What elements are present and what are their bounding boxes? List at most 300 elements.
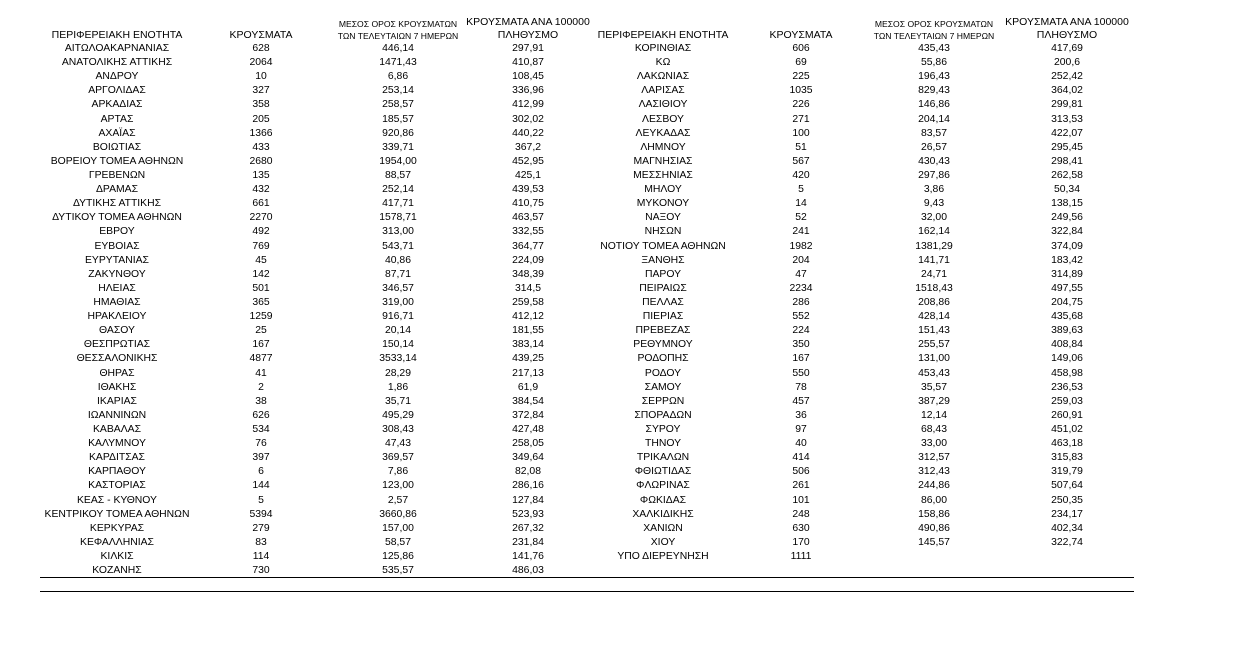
cases-cell: 224	[792, 325, 810, 337]
per100k-cell: 374,09	[1051, 240, 1083, 252]
cases-cell: 5	[798, 184, 804, 196]
per100k-cell: 231,84	[512, 536, 544, 548]
region-cell: ΚΑΡΔΙΤΣΑΣ	[89, 452, 145, 464]
avg7-cell: 346,57	[382, 282, 414, 294]
cases-cell: 769	[252, 240, 270, 252]
table-row	[40, 479, 592, 493]
table-row	[586, 352, 1132, 366]
left-table	[40, 14, 592, 578]
right-table	[586, 14, 1132, 564]
avg7-cell: 146,86	[918, 99, 950, 111]
per100k-cell: 295,45	[1051, 141, 1083, 153]
cases-cell: 204	[792, 254, 810, 266]
avg7-header-line2: ΤΩΝ ΤΕΛΕΥΤΑΙΩΝ 7 ΗΜΕΡΩΝ	[873, 31, 995, 41]
per100k-cell: 410,87	[512, 57, 544, 69]
region-cell: ΙΚΑΡΙΑΣ	[97, 395, 137, 407]
per100k-cell: 183,42	[1051, 254, 1083, 266]
per100k-header-line1: ΚΡΟΥΣΜΑΤΑ ΑΝΑ 100000	[1005, 16, 1129, 28]
cases-cell: 2680	[249, 155, 273, 167]
per100k-cell: 298,41	[1051, 155, 1083, 167]
avg7-cell: 47,43	[384, 438, 411, 450]
cases-cell: 225	[792, 71, 810, 83]
region-cell: ΞΑΝΘΗΣ	[641, 254, 685, 266]
per100k-cell: 315,83	[1051, 452, 1083, 464]
region-cell: ΠΕΙΡΑΙΩΣ	[639, 282, 687, 294]
per100k-cell: 439,53	[512, 184, 544, 196]
avg7-cell: 145,57	[918, 536, 950, 548]
avg7-cell: 125,86	[382, 550, 414, 562]
per100k-cell: 313,53	[1051, 113, 1083, 125]
table-row	[40, 42, 592, 56]
table-row	[40, 494, 592, 508]
table-row	[40, 367, 592, 381]
region-cell: ΕΥΒΟΙΑΣ	[94, 240, 140, 252]
avg7-cell: 297,86	[918, 169, 950, 181]
per100k-cell: 422,07	[1051, 127, 1083, 139]
cases-cell: 365	[252, 296, 270, 308]
cases-cell: 661	[252, 198, 270, 210]
table-row	[586, 268, 1132, 282]
table-row	[586, 395, 1132, 409]
avg7-cell: 55,86	[920, 57, 947, 69]
avg7-cell: 495,29	[382, 409, 414, 421]
avg7-cell: 258,57	[382, 99, 414, 111]
avg7-cell: 150,14	[382, 339, 414, 351]
per100k-cell: 322,84	[1051, 226, 1083, 238]
avg7-cell: 313,00	[382, 226, 414, 238]
region-cell: ΚΕΦΑΛΛΗΝΙΑΣ	[80, 536, 154, 548]
per100k-cell: 389,63	[1051, 325, 1083, 337]
table-row	[40, 296, 592, 310]
cases-cell: 506	[792, 466, 810, 478]
cases-cell: 100	[792, 127, 810, 139]
avg7-cell: 253,14	[382, 85, 414, 97]
table-row	[586, 338, 1132, 352]
avg7-cell: 33,00	[920, 438, 947, 450]
region-cell: ΡΕΘΥΜΝΟΥ	[633, 339, 693, 351]
cases-cell: 135	[252, 169, 270, 181]
table-row	[40, 522, 592, 536]
cases-cell: 40	[795, 438, 807, 450]
per100k-cell: 82,08	[514, 466, 541, 478]
per100k-cell: 267,32	[512, 522, 544, 534]
table-row	[586, 282, 1132, 296]
avg7-cell: 308,43	[382, 423, 414, 435]
region-cell: ΙΘΑΚΗΣ	[97, 381, 137, 393]
avg7-cell: 86,00	[920, 494, 947, 506]
avg7-cell: 40,86	[384, 254, 411, 266]
table-row	[40, 84, 592, 98]
left-table-header	[40, 14, 592, 42]
region-cell: ΑΙΤΩΛΟΑΚΑΡΝΑΝΙΑΣ	[64, 43, 170, 54]
table-row	[40, 197, 592, 211]
table-row	[40, 113, 592, 127]
avg7-cell: 24,71	[920, 268, 947, 280]
avg7-cell: 535,57	[382, 565, 414, 577]
avg7-cell: 1381,29	[915, 240, 953, 252]
region-cell: ΜΑΓΝΗΣΙΑΣ	[633, 155, 693, 167]
region-cell: ΑΡΚΑΔΙΑΣ	[91, 99, 143, 111]
avg7-cell: 88,57	[384, 169, 411, 181]
cases-cell: 10	[255, 71, 267, 83]
per100k-cell: 299,81	[1051, 99, 1083, 111]
cases-cell: 492	[252, 226, 270, 238]
region-cell: ΧΑΛΚΙΔΙΚΗΣ	[632, 508, 694, 520]
cases-cell: 567	[792, 155, 810, 167]
per100k-cell: 297,91	[512, 43, 544, 54]
cases-cell: 144	[252, 480, 270, 492]
table-row	[40, 465, 592, 479]
cases-cell: 1111	[790, 550, 812, 562]
table-row	[40, 324, 592, 338]
table-row	[586, 536, 1132, 550]
region-cell: ΘΑΣΟΥ	[99, 325, 135, 337]
cases-cell: 626	[252, 409, 270, 421]
avg7-cell: 312,57	[918, 452, 950, 464]
avg7-cell: 162,14	[918, 226, 950, 238]
region-cell: ΛΕΣΒΟΥ	[642, 113, 684, 125]
cases-cell: 2	[258, 381, 264, 393]
cases-cell: 534	[252, 423, 270, 435]
table-row	[586, 423, 1132, 437]
region-cell: ΜΗΛΟΥ	[644, 184, 682, 196]
avg7-cell: 141,71	[918, 254, 950, 266]
avg7-cell: 32,00	[920, 212, 947, 224]
avg7-cell: 7,86	[387, 466, 409, 478]
region-cell: ΑΡΤΑΣ	[100, 113, 134, 125]
cases-cell: 5394	[249, 508, 273, 520]
per100k-cell: 224,09	[512, 254, 544, 266]
region-cell: ΑΧΑΪΑΣ	[98, 127, 136, 139]
per100k-cell: 439,25	[512, 353, 544, 365]
cases-cell: 327	[252, 85, 270, 97]
per100k-cell: 463,18	[1051, 438, 1083, 450]
per100k-header-line1: ΚΡΟΥΣΜΑΤΑ ΑΝΑ 100000	[466, 16, 590, 28]
cases-cell: 205	[252, 113, 270, 125]
region-cell: ΥΠΟ ΔΙΕΡΕΥΝΗΣΗ	[617, 550, 709, 562]
cases-cell: 2270	[249, 212, 273, 224]
cases-cell: 241	[792, 226, 810, 238]
avg7-cell: 916,71	[382, 311, 414, 323]
table-row	[586, 324, 1132, 338]
avg7-cell: 312,43	[918, 466, 950, 478]
avg7-cell: 369,57	[382, 452, 414, 464]
avg7-cell: 151,43	[918, 325, 950, 337]
avg7-cell: 3,86	[923, 184, 945, 196]
table-row	[586, 183, 1132, 197]
region-cell: ΣΑΜΟΥ	[644, 381, 682, 393]
cases-cell: 628	[252, 43, 270, 54]
cases-cell: 101	[792, 494, 810, 506]
per100k-cell: 319,79	[1051, 466, 1083, 478]
region-cell: ΤΗΝΟΥ	[644, 438, 682, 450]
region-cell: ΛΑΣΙΘΙΟΥ	[638, 99, 688, 111]
region-cell: ΣΥΡΟΥ	[645, 423, 681, 435]
per100k-cell: 412,12	[512, 311, 544, 323]
region-cell: ΙΩΑΝΝΙΝΩΝ	[87, 409, 147, 421]
region-cell: ΠΙΕΡΙΑΣ	[642, 311, 684, 323]
region-cell: ΦΩΚΙΔΑΣ	[639, 494, 687, 506]
table-row	[586, 70, 1132, 84]
per100k-cell: 497,55	[1051, 282, 1083, 294]
per100k-cell: 149,06	[1051, 353, 1083, 365]
per100k-cell: 336,96	[512, 85, 544, 97]
per100k-cell: 217,13	[512, 367, 544, 379]
table-row	[40, 169, 592, 183]
avg7-cell: 430,43	[918, 155, 950, 167]
region-cell: ΓΡΕΒΕΝΩΝ	[88, 169, 146, 181]
per100k-cell: 262,58	[1051, 169, 1083, 181]
per100k-cell: 458,98	[1051, 367, 1083, 379]
cases-cell: 1035	[789, 85, 813, 97]
cases-cell: 606	[792, 43, 810, 54]
table-row	[586, 141, 1132, 155]
avg7-cell: 158,86	[918, 508, 950, 520]
table-row	[40, 155, 592, 169]
table-row	[586, 465, 1132, 479]
region-cell: ΦΘΙΩΤΙΔΑΣ	[634, 466, 692, 478]
per100k-cell: 383,14	[512, 339, 544, 351]
region-cell: ΜΥΚΟΝΟΥ	[636, 198, 690, 210]
region-cell: ΑΝΑΤΟΛΙΚΗΣ ΑΤΤΙΚΗΣ	[61, 57, 173, 69]
table-row	[40, 536, 592, 550]
table-row	[40, 225, 592, 239]
cases-cell: 550	[792, 367, 810, 379]
cases-cell: 279	[252, 522, 270, 534]
cases-cell: 457	[792, 395, 810, 407]
region-cell: ΠΡΕΒΕΖΑΣ	[635, 325, 691, 337]
avg7-cell: 490,86	[918, 522, 950, 534]
avg7-cell: 417,71	[382, 198, 414, 210]
per100k-cell: 259,03	[1051, 395, 1083, 407]
table-row	[40, 310, 592, 324]
table-row	[586, 155, 1132, 169]
table-row	[586, 494, 1132, 508]
table-row	[40, 352, 592, 366]
cases-cell: 248	[792, 508, 810, 520]
per100k-cell: 410,75	[512, 198, 544, 210]
per100k-cell: 451,02	[1051, 423, 1083, 435]
table-row	[40, 56, 592, 70]
region-cell: ΘΕΣΠΡΩΤΙΑΣ	[83, 339, 151, 351]
region-cell: ΚΟΖΑΝΗΣ	[92, 565, 142, 577]
avg7-header-line2: ΤΩΝ ΤΕΛΕΥΤΑΙΩΝ 7 ΗΜΕΡΩΝ	[337, 31, 459, 41]
table-row	[586, 98, 1132, 112]
per100k-cell: 234,17	[1051, 508, 1083, 520]
per100k-cell: 127,84	[512, 494, 544, 506]
avg7-cell: 920,86	[382, 127, 414, 139]
cases-cell: 47	[795, 268, 807, 280]
avg7-cell: 6,86	[387, 71, 409, 83]
cases-cell: 6	[258, 466, 264, 478]
avg7-cell: 255,57	[918, 339, 950, 351]
per100k-cell: 200,6	[1053, 57, 1080, 69]
cases-cell: 41	[255, 367, 267, 379]
avg7-cell: 543,71	[382, 240, 414, 252]
cases-cell: 271	[792, 113, 810, 125]
table-row	[40, 183, 592, 197]
region-cell: ΧΙΟΥ	[650, 536, 676, 548]
cases-cell: 420	[792, 169, 810, 181]
cases-cell: 286	[792, 296, 810, 308]
per100k-cell: 349,64	[512, 452, 544, 464]
table-row	[586, 225, 1132, 239]
per100k-cell: 523,93	[512, 508, 544, 520]
cases-cell: 97	[795, 423, 807, 435]
region-cell: ΣΕΡΡΩΝ	[641, 395, 685, 407]
per100k-cell: 427,48	[512, 423, 544, 435]
region-cell: ΚΕΑΣ - ΚΥΘΝΟΥ	[77, 494, 157, 506]
region-cell: ΔΥΤΙΚΟΥ ΤΟΜΕΑ ΑΘΗΝΩΝ	[52, 212, 182, 224]
region-cell: ΤΡΙΚΑΛΩΝ	[636, 452, 690, 464]
region-cell: ΗΜΑΘΙΑΣ	[93, 296, 141, 308]
cases-cell: 2064	[249, 57, 273, 69]
per100k-cell: 314,5	[514, 282, 541, 294]
per100k-cell: 314,89	[1051, 268, 1083, 280]
per100k-cell: 507,64	[1051, 480, 1083, 492]
region-cell: ΕΥΡΥΤΑΝΙΑΣ	[85, 254, 149, 266]
per100k-cell: 252,42	[1051, 71, 1083, 83]
per100k-cell: 138,15	[1051, 198, 1083, 210]
table-row	[40, 395, 592, 409]
cases-cell: 433	[252, 141, 270, 153]
region-cell: ΛΕΥΚΑΔΑΣ	[635, 127, 691, 139]
per100k-cell: 204,75	[1051, 296, 1083, 308]
table-row	[40, 451, 592, 465]
per100k-cell: 486,03	[512, 565, 544, 577]
per100k-cell: 332,55	[512, 226, 544, 238]
region-cell: ΚΕΡΚΥΡΑΣ	[89, 522, 145, 534]
right-table-header	[586, 14, 1132, 42]
region-cell: ΚΑΒΑΛΑΣ	[92, 423, 142, 435]
region-header: ΠΕΡΙΦΕΡΕΙΑΚΗ ΕΝΟΤΗΤΑ	[597, 29, 729, 41]
per100k-cell: 302,02	[512, 113, 544, 125]
cases-cell: 2234	[789, 282, 813, 294]
cases-cell: 261	[792, 480, 810, 492]
cases-cell: 730	[252, 565, 270, 577]
per100k-cell: 364,02	[1051, 85, 1083, 97]
region-cell: ΕΒΡΟΥ	[99, 226, 135, 238]
region-cell: ΑΝΔΡΟΥ	[95, 71, 139, 83]
cases-header: ΚΡΟΥΣΜΑΤΑ	[229, 29, 293, 41]
region-cell: ΛΑΡΙΣΑΣ	[641, 85, 685, 97]
region-cell: ΡΟΔΟΠΗΣ	[637, 353, 689, 365]
table-row	[586, 310, 1132, 324]
avg7-cell: 2,57	[387, 494, 409, 506]
per100k-header-line2: ΠΛΗΘΥΣΜΟ	[1036, 29, 1098, 41]
table-row	[586, 254, 1132, 268]
table-row	[586, 381, 1132, 395]
per100k-cell: 322,74	[1051, 536, 1083, 548]
avg7-cell: 12,14	[920, 409, 947, 421]
region-cell: ΡΟΔΟΥ	[644, 367, 682, 379]
table-row	[40, 141, 592, 155]
per100k-cell: 412,99	[512, 99, 544, 111]
table-row	[40, 211, 592, 225]
per100k-cell: 364,77	[512, 240, 544, 252]
per100k-cell: 408,84	[1051, 339, 1083, 351]
table-row	[586, 197, 1132, 211]
table-row	[40, 240, 592, 254]
per100k-cell: 402,34	[1051, 522, 1083, 534]
avg7-cell: 28,29	[384, 367, 411, 379]
per100k-cell: 384,54	[512, 395, 544, 407]
per100k-cell: 372,84	[512, 409, 544, 421]
table-row	[40, 127, 592, 141]
avg7-cell: 35,71	[384, 395, 411, 407]
avg7-cell: 68,43	[920, 423, 947, 435]
avg7-cell: 829,43	[918, 85, 950, 97]
cases-cell: 1982	[789, 240, 813, 252]
table-row	[40, 409, 592, 423]
per100k-cell: 61,9	[517, 381, 539, 393]
table-row	[40, 423, 592, 437]
table-row	[40, 70, 592, 84]
table-rule-bottom	[40, 591, 1134, 592]
per100k-cell: 259,58	[512, 296, 544, 308]
region-header: ΠΕΡΙΦΕΡΕΙΑΚΗ ΕΝΟΤΗΤΑ	[51, 29, 183, 41]
avg7-cell: 387,29	[918, 395, 950, 407]
avg7-cell: 1,86	[387, 381, 409, 393]
avg7-cell: 196,43	[918, 71, 950, 83]
avg7-cell: 319,00	[382, 296, 414, 308]
avg7-cell: 87,71	[384, 268, 411, 280]
per100k-header-line2: ΠΛΗΘΥΣΜΟ	[497, 29, 559, 41]
region-cell: ΚΑΛΥΜΝΟΥ	[88, 438, 146, 450]
table-row	[40, 508, 592, 522]
per100k-cell: 440,22	[512, 127, 544, 139]
region-cell: ΝΗΣΩΝ	[644, 226, 682, 238]
region-cell: ΚΟΡΙΝΘΙΑΣ	[634, 43, 692, 54]
table-rule-top	[40, 577, 1134, 578]
avg7-cell: 208,86	[918, 296, 950, 308]
per100k-cell: 452,95	[512, 155, 544, 167]
avg7-cell: 1518,43	[915, 282, 953, 294]
avg7-cell: 20,14	[384, 325, 411, 337]
cases-cell: 14	[795, 198, 807, 210]
avg7-cell: 26,57	[920, 141, 947, 153]
cases-cell: 501	[252, 282, 270, 294]
avg7-header-line1: ΜΕΣΟΣ ΟΡΟΣ ΚΡΟΥΣΜΑΤΩΝ	[874, 19, 994, 29]
cases-cell: 4877	[249, 353, 273, 365]
region-cell: ΝΟΤΙΟΥ ΤΟΜΕΑ ΑΘΗΝΩΝ	[600, 240, 726, 252]
avg7-cell: 9,43	[923, 198, 945, 210]
table-row	[586, 127, 1132, 141]
per100k-cell: 435,68	[1051, 311, 1083, 323]
cases-cell: 630	[792, 522, 810, 534]
region-cell: ΚΑΡΠΑΘΟΥ	[88, 466, 146, 478]
table-row	[586, 169, 1132, 183]
region-cell: ΧΑΝΙΩΝ	[643, 522, 683, 534]
avg7-cell: 83,57	[920, 127, 947, 139]
table-row	[40, 268, 592, 282]
region-cell: ΑΡΓΟΛΙΔΑΣ	[88, 85, 146, 97]
region-cell: ΠΕΛΛΑΣ	[642, 296, 684, 308]
table-row	[40, 437, 592, 451]
region-cell: ΦΛΩΡΙΝΑΣ	[636, 480, 690, 492]
table-row	[586, 451, 1132, 465]
cases-cell: 36	[795, 409, 807, 421]
region-cell: ΝΑΞΟΥ	[645, 212, 681, 224]
table-row	[586, 211, 1132, 225]
region-cell: ΒΟΙΩΤΙΑΣ	[92, 141, 142, 153]
avg7-cell: 1954,00	[379, 155, 417, 167]
region-cell: ΛΑΚΩΝΙΑΣ	[636, 71, 690, 83]
avg7-cell: 3660,86	[379, 508, 417, 520]
avg7-cell: 123,00	[382, 480, 414, 492]
table-row	[586, 296, 1132, 310]
table-row	[586, 367, 1132, 381]
